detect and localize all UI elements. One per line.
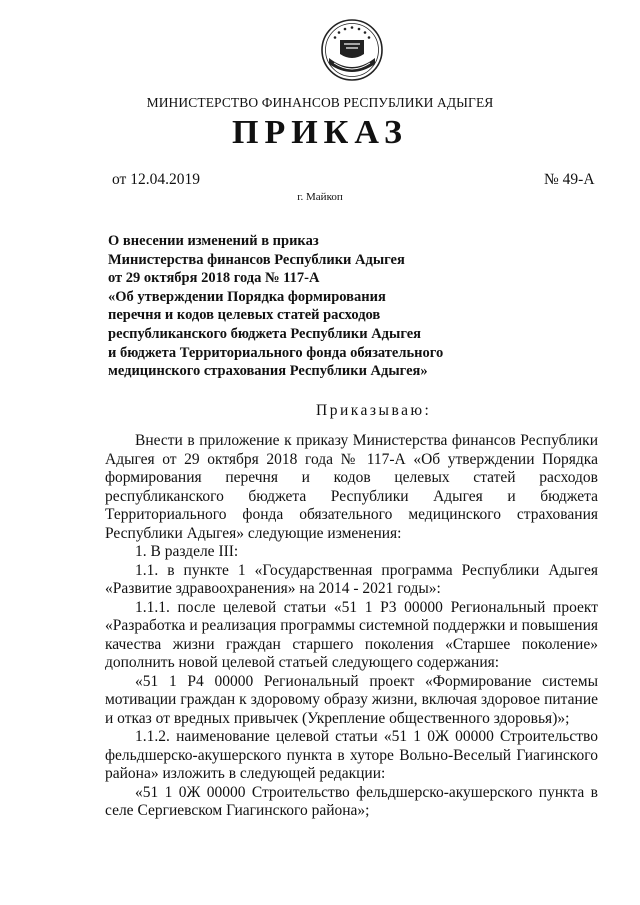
subject-line: медицинского страхования Республики Адыгея» xyxy=(108,363,428,380)
subject-line: перечня и кодов целевых статей расходов xyxy=(108,307,381,324)
subject-line: «Об утверждении Порядка формирования xyxy=(108,288,386,305)
subject-line: республиканского бюджета Республики Адыгея xyxy=(108,325,422,342)
subject-line: и бюджета Территориального фонда обязательного xyxy=(108,344,444,361)
order-word: Приказываю: xyxy=(316,402,432,419)
subject-line: О внесении изменений в приказ xyxy=(108,233,319,249)
body-paragraph: 1.1.1. после целевой статьи «51 1 Р3 00000 Региональный проект «Разработка и реализация программы системной поддержки и повышения качества жизни граждан старшего поколения «Старшее поколение» дополнить новой целевой статьей следующего содержания: xyxy=(105,598,598,671)
coat-of-arms-icon xyxy=(320,18,384,82)
subject-line: Министерства финансов Республики Адыгея xyxy=(108,251,405,268)
document-subject xyxy=(108,232,578,381)
body-paragraph: 1.1. в пункте 1 «Государственная программа Республики Адыгея «Развитие здравоохранения» на 2014 - 2021 годы»: xyxy=(105,561,598,597)
body-paragraph: 1.1.2. наименование целевой статьи «51 1 0Ж 00000 Строительство фельдшерско-акушерского пункта в хуторе Вольно-Веселый Гиагинского района» изложить в следующей редакции: xyxy=(105,728,598,782)
body-paragraph: «51 1 Р4 00000 Региональный проект «Формирование системы мотивации граждан к здоровому образу жизни, включая здоровое питание и отказ от вредных привычек (Укрепление общественного здоровья)»; xyxy=(105,672,598,727)
document-body xyxy=(105,432,598,821)
document-number: № 49-А xyxy=(544,171,595,188)
document-title: ПРИКАЗ xyxy=(232,114,408,151)
body-paragraph: Внести в приложение к приказу Министерства финансов Республики Адыгея от 29 октября 2018 года № 117-А «Об утверждении Порядка формирования перечня и кодов целевых статей расходов республиканского бюджета Республики Адыгея и бюджета Территориального фонда обязательного медицинского страхования Республики Адыгея» следующие изменения: xyxy=(105,432,598,542)
document-city: г. Майкоп xyxy=(297,191,343,203)
ministry-name: МИНИСТЕРСТВО ФИНАНСОВ РЕСПУБЛИКИ АДЫГЕЯ xyxy=(146,95,494,110)
body-paragraph: «51 1 0Ж 00000 Строительство фельдшерско-акушерского пункта в селе Сергиевском Гиагинского района»; xyxy=(105,783,598,819)
body-paragraph: 1. В разделе III: xyxy=(135,543,239,560)
subject-line: от 29 октября 2018 года № 117-А xyxy=(108,270,320,287)
document-date: от 12.04.2019 xyxy=(112,171,200,188)
